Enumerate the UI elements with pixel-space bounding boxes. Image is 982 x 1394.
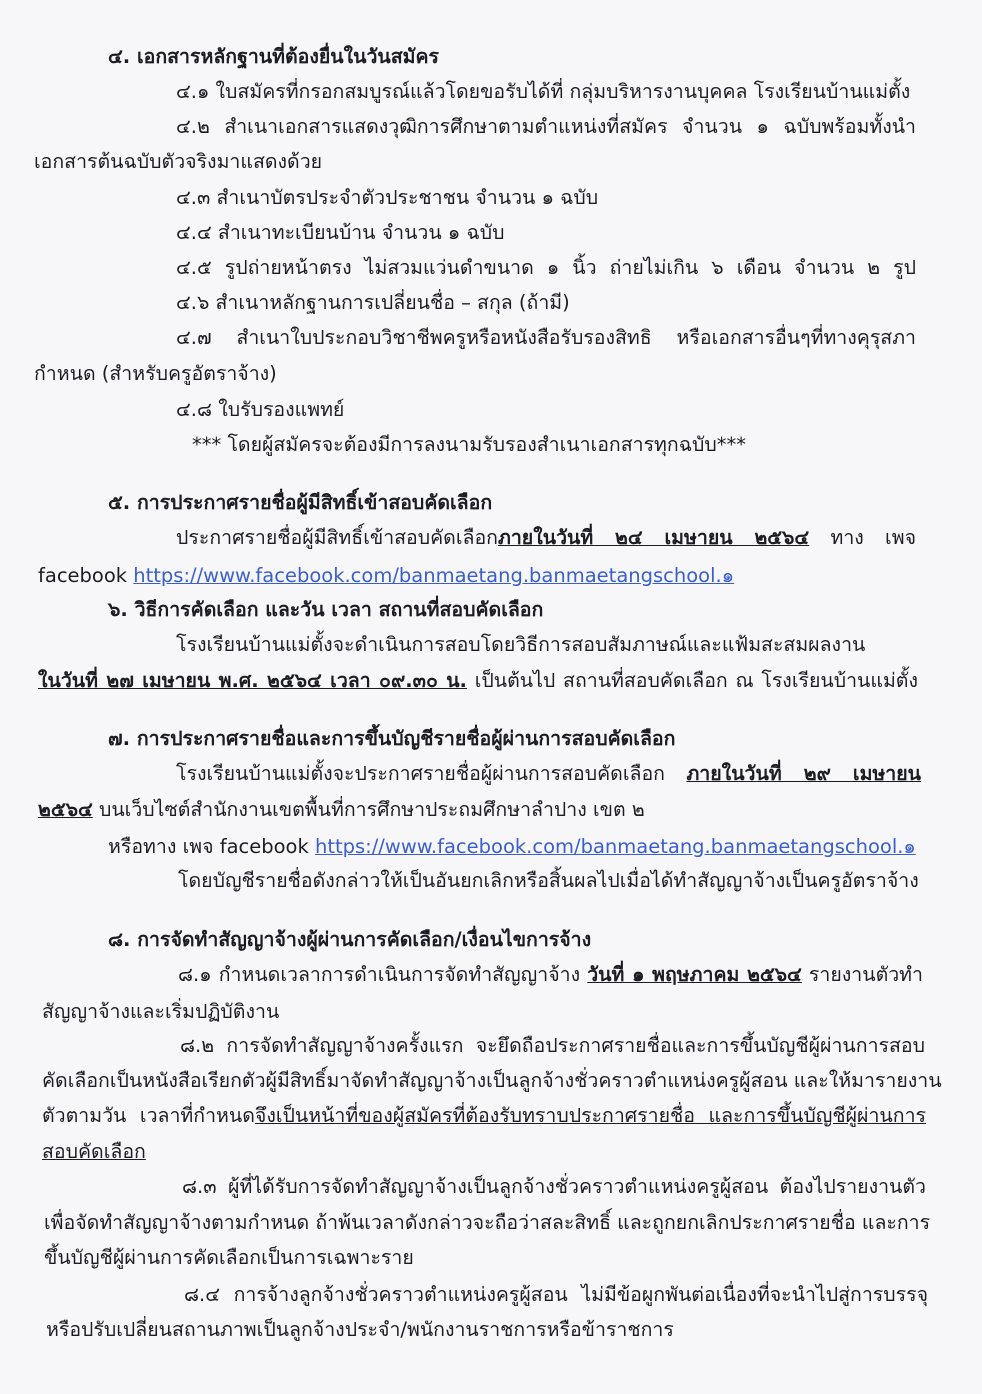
section-7-heading: ๗. การประกาศรายชื่อและการขึ้นบัญชีรายชื่อผู้ผ่านการสอบคัดเลือก bbox=[108, 727, 676, 750]
item-8-1-line1: ๘.๑ กำหนดเวลาการดำเนินการจัดทำสัญญาจ้าง วันที่ ๑ พฤษภาคม ๒๕๖๔ รายงานตัวทำ bbox=[178, 963, 923, 986]
item-4-6: ๔.๖ สำเนาหลักฐานการเปลี่ยนชื่อ – สกุล (ถ้ามี) bbox=[176, 291, 570, 314]
item-8-2-line3: ตัวตามวัน เวลาที่กำหนดจึงเป็นหน้าที่ของผู้สมัครที่ต้องรับทราบประกาศรายชื่อ และการขึ้นบัญชีผู้ผ่านการ bbox=[42, 1104, 926, 1127]
section-6-heading: ๖. วิธีการคัดเลือก และวัน เวลา สถานที่สอบคัดเลือก bbox=[108, 598, 544, 621]
item-8-4-line2: หรือปรับเปลี่ยนสถานภาพเป็นลูกจ้างประจำ/พนักงานราชการหรือข้าราชการ bbox=[46, 1318, 674, 1341]
item-4-7-line2: กำหนด (สำหรับครูอัตราจ้าง) bbox=[34, 362, 277, 385]
item-4-3: ๔.๓ สำเนาบัตรประจำตัวประชาชน จำนวน ๑ ฉบับ bbox=[176, 186, 599, 209]
item-8-2-line4: สอบคัดเลือก bbox=[42, 1140, 146, 1163]
contract-date: วันที่ ๑ พฤษภาคม ๒๕๖๔ bbox=[587, 963, 802, 986]
item-8-2-line1: ๘.๒ การจัดทำสัญญาจ้างครั้งแรก จะยึดถือประกาศรายชื่อและการขึ้นบัญชีผู้ผ่านการสอบ bbox=[180, 1034, 925, 1057]
section-6-line2: ในวันที่ ๒๗ เมษายน พ.ศ. ๒๕๖๔ เวลา ๐๙.๓๐ น. เป็นต้นไป สถานที่สอบคัดเลือก ณ โรงเรียนบ้านแม่ตั้ง bbox=[38, 669, 918, 692]
section-8-heading: ๘. การจัดทำสัญญาจ้างผู้ผ่านการคัดเลือก/เงื่อนไขการจ้าง bbox=[108, 928, 592, 951]
item-4-7-line1: ๔.๗ สำเนาใบประกอบวิชาชีพครูหรือหนังสือรับรองสิทธิ หรือเอกสารอื่นๆที่ทางคุรุสภา bbox=[176, 326, 916, 349]
item-4-5: ๔.๕ รูปถ่ายหน้าตรง ไม่สวมแว่นดำขนาด ๑ นิ้ว ถ่ายไม่เกิน ๖ เดือน จำนวน ๒ รูป bbox=[176, 256, 916, 279]
section-5-heading: ๕. การประกาศรายชื่อผู้มีสิทธิ์เข้าสอบคัดเลือก bbox=[108, 491, 493, 514]
section-4-heading: ๔. เอกสารหลักฐานที่ต้องยื่นในวันสมัคร bbox=[108, 45, 440, 68]
section-5-line1: ประกาศรายชื่อผู้มีสิทธิ์เข้าสอบคัดเลือกภายในวันที่ ๒๔ เมษายน ๒๕๖๔ ทาง เพจ bbox=[176, 526, 916, 549]
item-8-3-line3: ขึ้นบัญชีผู้ผ่านการคัดเลือกเป็นการเฉพาะราย bbox=[44, 1246, 414, 1269]
result-date: ภายในวันที่ ๒๙ เมษายน bbox=[686, 762, 921, 785]
exam-date: ในวันที่ ๒๗ เมษายน พ.ศ. ๒๕๖๔ เวลา ๐๙.๓๐ น. bbox=[38, 669, 467, 692]
item-8-4-line1: ๘.๔ การจ้างลูกจ้างชั่วคราวตำแหน่งครูผู้สอน ไม่มีข้อผูกพันต่อเนื่องที่จะนำไปสู่การบรรจุ bbox=[184, 1283, 928, 1306]
section-7-line2: ๒๕๖๔ บนเว็บไซต์สำนักงานเขตพื้นที่การศึกษาประถมศึกษาลำปาง เขต ๒ bbox=[38, 798, 645, 821]
item-4-2-line1: ๔.๒ สำเนาเอกสารแสดงวุฒิการศึกษาตามตำแหน่งที่สมัคร จำนวน ๑ ฉบับพร้อมทั้งนำ bbox=[176, 115, 916, 138]
item-8-3-line1: ๘.๓ ผู้ที่ได้รับการจัดทำสัญญาจ้างเป็นลูกจ้างชั่วคราวตำแหน่งครูผู้สอน ต้องไปรายงานตัว bbox=[182, 1175, 926, 1198]
item-8-2-line2: คัดเลือกเป็นหนังสือเรียกตัวผู้มีสิทธิ์มาจัดทำสัญญาจ้างเป็นลูกจ้างชั่วคราวตำแหน่งครูผู้สอน และให้มารายงาน bbox=[42, 1069, 942, 1092]
section-7-line4: โดยบัญชีรายชื่อดังกล่าวให้เป็นอันยกเลิกหรือสิ้นผลไปเมื่อได้ทำสัญญาจ้างเป็นครูอัตราจ้าง bbox=[178, 869, 919, 892]
section-6-line1: โรงเรียนบ้านแม่ตั้งจะดำเนินการสอบโดยวิธีการสอบสัมภาษณ์และแฟ้มสะสมผลงาน bbox=[176, 633, 866, 656]
section-7-line1: โรงเรียนบ้านแม่ตั้งจะประกาศรายชื่อผู้ผ่านการสอบคัดเลือก ภายในวันที่ ๒๙ เมษายน bbox=[176, 762, 921, 785]
section-7-line3: หรือทาง เพจ facebook https://www.facebook.com/banmaetang.banmaetangschool.๑ bbox=[108, 835, 916, 858]
responsibility-note: จึงเป็นหน้าที่ของผู้สมัครที่ต้องรับทราบประกาศรายชื่อ และการขึ้นบัญชีผู้ผ่านการ bbox=[254, 1104, 926, 1127]
item-8-1-line2: สัญญาจ้างและเริ่มปฏิบัติงาน bbox=[42, 1000, 280, 1023]
certification-note: *** โดยผู้สมัครจะต้องมีการลงนามรับรองสำเนาเอกสารทุกฉบับ*** bbox=[192, 433, 747, 456]
item-8-3-line2: เพื่อจัดทำสัญญาจ้างตามกำหนด ถ้าพ้นเวลาดังกล่าวจะถือว่าสละสิทธิ์ และถูกยกเลิกประกาศรายชื่อ และการ bbox=[44, 1211, 931, 1234]
item-4-8: ๔.๘ ใบรับรองแพทย์ bbox=[176, 398, 345, 421]
facebook-link-2[interactable]: https://www.facebook.com/banmaetang.banmaetangschool.๑ bbox=[314, 835, 916, 858]
item-4-2-line2: เอกสารต้นฉบับตัวจริงมาแสดงด้วย bbox=[34, 150, 323, 173]
facebook-link-1[interactable]: https://www.facebook.com/banmaetang.banmaetangschool.๑ bbox=[133, 564, 735, 587]
section-5-line2: facebook https://www.facebook.com/banmaetang.banmaetangschool.๑ bbox=[38, 564, 735, 587]
item-4-1: ๔.๑ ใบสมัครที่กรอกสมบูรณ์แล้วโดยขอรับได้ที่ กลุ่มบริหารงานบุคคล โรงเรียนบ้านแม่ตั้ง bbox=[176, 80, 911, 103]
announcement-date-1: ภายในวันที่ ๒๔ เมษายน ๒๕๖๔ bbox=[497, 526, 810, 549]
item-4-4: ๔.๔ สำเนาทะเบียนบ้าน จำนวน ๑ ฉบับ bbox=[176, 221, 505, 244]
